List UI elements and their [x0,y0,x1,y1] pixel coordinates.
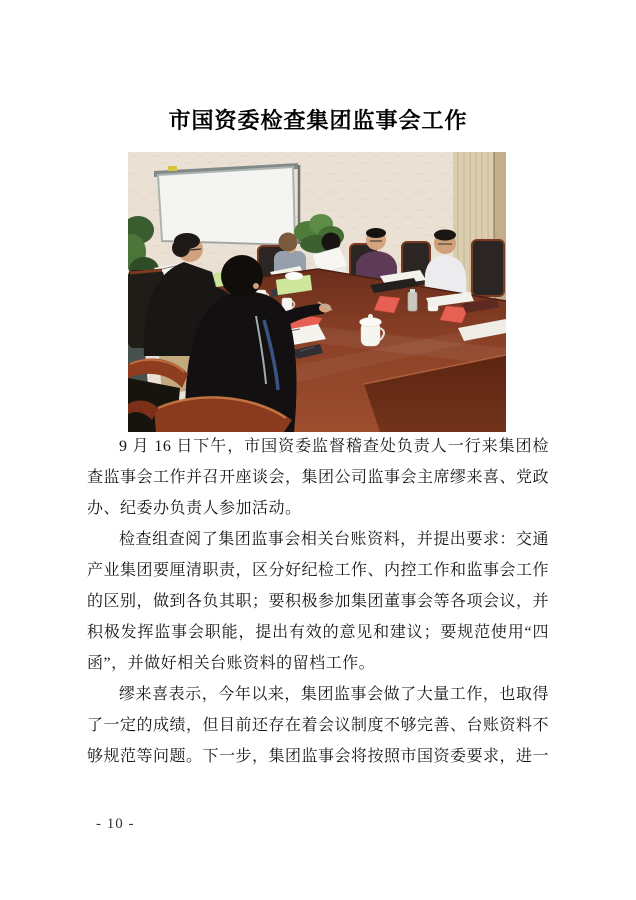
meeting-room-illustration [128,152,506,432]
page-number: - 10 - [96,816,135,832]
whiteboard [154,163,299,245]
article-paragraph: 9 月 16 日下午，市国资委监督稽查处负责人一行来集团检查监事会工作并召开座谈会，集团公司监事会主席缪来喜、党政办、纪委办负责人参加活动。 [87,438,550,517]
document-title: 市国资委检查集团监事会工作 [168,108,468,133]
article-body [87,431,549,772]
article-paragraph: 缪来喜表示，今年以来，集团监事会做了大量工作，也取得了一定的成绩，但目前还存在着会议制度不够完善、台账资料不够规范等问题。下一步，集团监事会将按照市国资委要求，进一 [87,686,550,765]
article-paragraph: 检查组查阅了集团监事会相关台账资料，并提出要求：交通产业集团要厘清职责，区分好纪检工作、内控工作和监事会工作的区别，做到各负其职；要积极参加集团董事会等各项会议，并积极发挥监事会职能，提出有效的意见和建议；要规范使用“四函”，并做好相关台账资料的留档工作。 [87,531,550,672]
meeting-photo [128,152,506,432]
